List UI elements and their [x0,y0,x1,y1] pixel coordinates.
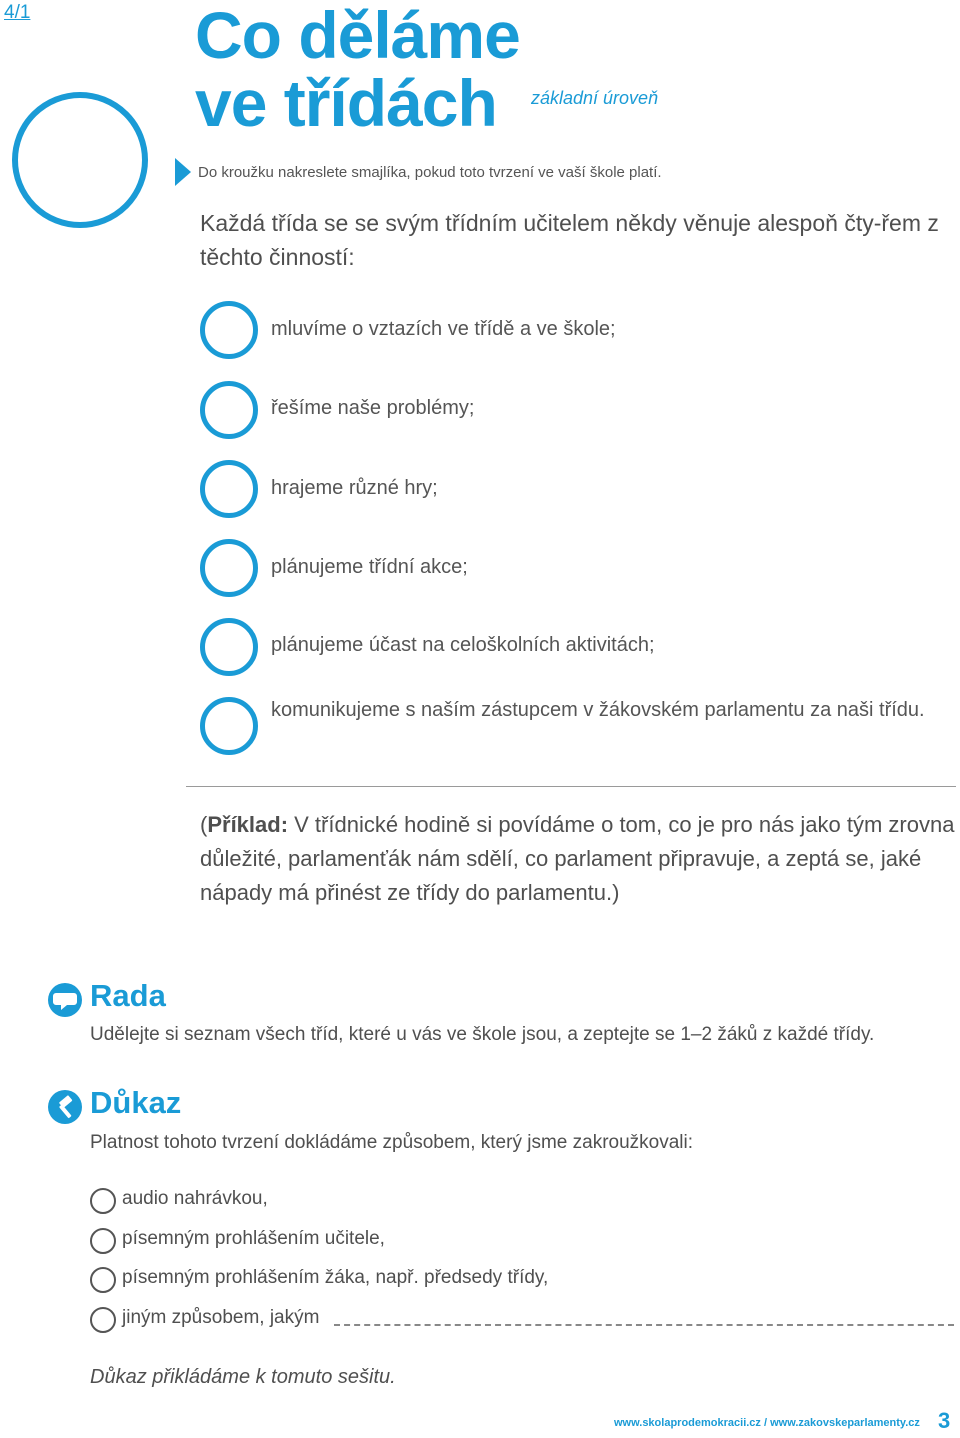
activity-circle-1[interactable] [200,301,258,359]
evidence-circle-3[interactable] [90,1267,116,1293]
evidence-circle-2[interactable] [90,1228,116,1254]
footer-links[interactable]: www.skolaprodemokracii.cz / www.zakovskeparlamenty.cz [614,1417,920,1429]
activity-circle-3[interactable] [200,460,258,518]
example-label: Příklad: [207,812,289,837]
evidence-circle-4[interactable] [90,1307,116,1333]
level-label: základní úroveň [531,88,659,108]
smiley-circle[interactable] [12,92,148,228]
instruction-text: Do kroužku nakreslete smajlíka, pokud toto tvrzení ve vaší škole platí. [198,164,662,181]
evidence-circle-1[interactable] [90,1188,116,1214]
speech-bubble-icon [48,983,82,1017]
advice-text: Udělejte si seznam všech tříd, které u vás ve škole jsou, a zeptejte se 1–2 žáků z každé třídy. [90,1024,875,1045]
other-method-input-line[interactable] [334,1324,954,1326]
evidence-option: audio nahrávkou, [122,1188,268,1209]
evidence-option: písemným prohlášením žáka, např. předsedy třídy, [122,1267,549,1288]
attached-note: Důkaz přikládáme k tomuto sešitu. [90,1366,396,1388]
activity-circle-5[interactable] [200,618,258,676]
page-number-link[interactable]: 4/1 [4,2,31,23]
statement-text: Každá třída se se svým třídním učitelem někdy věnuje alespoň čty-řem z těchto činností: [200,210,939,270]
evidence-option: písemným prohlášením učitele, [122,1228,385,1249]
activity-circle-2[interactable] [200,381,258,439]
evidence-intro: Platnost tohoto tvrzení dokládáme způsobem, který jsme zakroužkovali: [90,1132,694,1153]
gavel-icon [48,1090,82,1124]
page-title-line-2: ve třídách [195,66,497,140]
activity-label: mluvíme o vztazích ve třídě a ve škole; [271,318,616,340]
example-paragraph [200,808,960,910]
evidence-option: jiným způsobem, jakým [122,1307,320,1328]
activity-label: plánujeme třídní akce; [271,556,468,578]
triangle-pointer-icon [175,158,191,186]
activity-label: hrajeme různé hry; [271,477,438,499]
activity-circle-6[interactable] [200,697,258,755]
page-title-line-1: Co děláme [195,0,520,72]
activity-label: komunikujeme s naším zástupcem v žákovském parlamentu za naši třídu. [271,699,925,721]
example-open: ( [200,812,208,837]
advice-title: Rada [90,978,166,1013]
activity-label: plánujeme účast na celoškolních aktivitách; [271,634,655,656]
activity-label: řešíme naše problémy; [271,397,475,419]
example-text: V třídnické hodině si povídáme o tom, co je pro nás jako tým zrovna důležité, parlamenťák nám sdělí, co parlament připravuje, a zeptá se, jaké nápady má přinést ze třídy do parlamentu.) [200,812,955,905]
evidence-title: Důkaz [90,1085,182,1120]
activity-circle-4[interactable] [200,539,258,597]
footer-page-number: 3 [938,1408,951,1433]
divider [186,786,956,787]
